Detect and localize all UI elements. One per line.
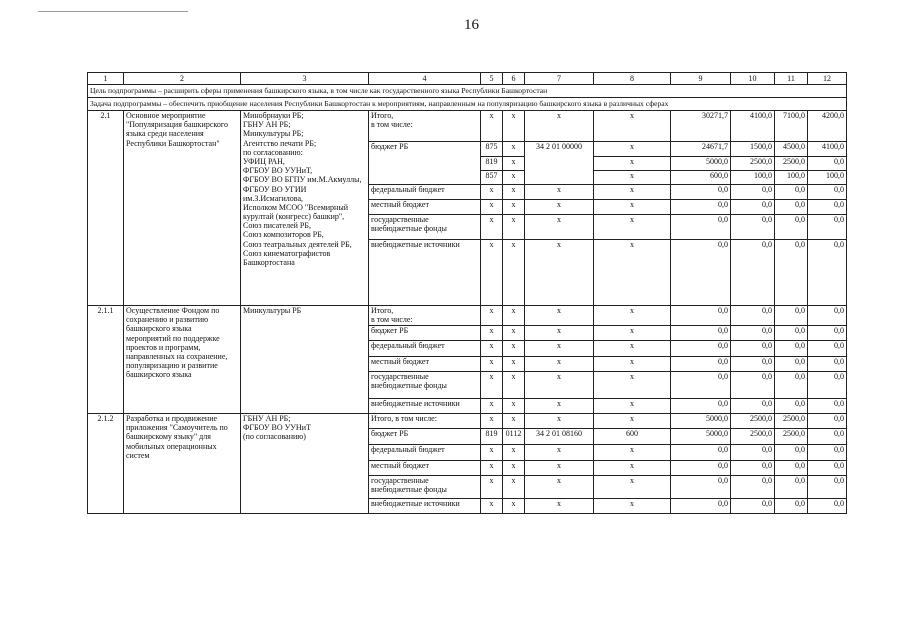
program-task-row <box>88 98 847 111</box>
section-code-cell: x <box>503 306 525 326</box>
expense-type-cell: x <box>594 111 671 142</box>
section-code-cell: x <box>503 445 525 461</box>
column-number-row <box>88 73 847 85</box>
amount-year1-cell: 0,0 <box>731 399 775 414</box>
target-code-cell: x <box>525 185 594 200</box>
column-number-cell: 5 <box>481 73 503 85</box>
amount-year2-cell: 0,0 <box>775 306 808 326</box>
amount-year3-cell: 0,0 <box>808 341 847 357</box>
scan-top-line <box>38 11 188 12</box>
expense-type-cell: x <box>594 372 671 399</box>
expense-type-cell: x <box>594 476 671 499</box>
amount-year2-cell: 7100,0 <box>775 111 808 142</box>
executor-cell: Минкультуры РБ <box>241 306 369 414</box>
target-code-cell: x <box>525 476 594 499</box>
amount-year3-cell: 4200,0 <box>808 111 847 142</box>
section-code-cell: x <box>503 414 525 429</box>
amount-total-cell: 0,0 <box>671 215 731 240</box>
amount-total-cell: 0,0 <box>671 200 731 215</box>
executor-cell: ГБНУ АН РБ; ФГБОУ ВО УУНиТ (по согласованию) <box>241 414 369 514</box>
amount-year1-cell: 100,0 <box>731 171 775 185</box>
amount-total-cell: 0,0 <box>671 372 731 399</box>
amount-year1-cell: 0,0 <box>731 185 775 200</box>
budget-code-cell: x <box>481 306 503 326</box>
target-code-cell: x <box>525 240 594 306</box>
expense-type-cell: x <box>594 326 671 341</box>
amount-year2-cell: 0,0 <box>775 461 808 476</box>
amount-year3-cell: 0,0 <box>808 414 847 429</box>
amount-year1-cell: 0,0 <box>731 372 775 399</box>
expense-type-cell: x <box>594 200 671 215</box>
event-number-cell: 2.1.1 <box>88 306 124 414</box>
program-goal-text: Цель подпрограммы – расширить сферы применения башкирского языка, в том числе как государственного языка Республики Башкортостан <box>88 85 847 98</box>
budget-code-cell: 819 <box>481 429 503 445</box>
expense-type-cell: x <box>594 240 671 306</box>
expense-type-cell: x <box>594 215 671 240</box>
expense-type-cell: x <box>594 185 671 200</box>
amount-year1-cell: 0,0 <box>731 357 775 372</box>
column-number-cell: 6 <box>503 73 525 85</box>
target-code-cell: x <box>525 341 594 357</box>
amount-year1-cell: 1500,0 <box>731 142 775 157</box>
budget-code-cell: x <box>481 240 503 306</box>
section-code-cell: x <box>503 171 525 185</box>
budget-code-cell: 819 <box>481 157 503 171</box>
funding-source-cell: бюджет РБ <box>369 326 481 341</box>
amount-total-cell: 0,0 <box>671 399 731 414</box>
amount-total-cell: 0,0 <box>671 461 731 476</box>
section-code-cell: x <box>503 357 525 372</box>
target-code-cell: x <box>525 414 594 429</box>
program-table <box>87 72 847 514</box>
budget-code-cell: x <box>481 372 503 399</box>
expense-type-cell: x <box>594 157 671 171</box>
amount-year2-cell: 0,0 <box>775 326 808 341</box>
amount-total-cell: 600,0 <box>671 171 731 185</box>
amount-total-cell: 0,0 <box>671 306 731 326</box>
amount-total-cell: 0,0 <box>671 240 731 306</box>
amount-year1-cell: 4100,0 <box>731 111 775 142</box>
amount-year2-cell: 0,0 <box>775 476 808 499</box>
funding-source-cell: Итого, в том числе: <box>369 414 481 429</box>
funding-source-cell: федеральный бюджет <box>369 341 481 357</box>
amount-year1-cell: 2500,0 <box>731 414 775 429</box>
funding-source-cell: федеральный бюджет <box>369 185 481 200</box>
amount-year3-cell: 0,0 <box>808 499 847 514</box>
funding-source-cell: государственные внебюджетные фонды <box>369 372 481 399</box>
amount-year2-cell: 0,0 <box>775 499 808 514</box>
event-number-cell: 2.1 <box>88 111 124 306</box>
program-task-text: Задача подпрограммы – обеспечить приобщение населения Республики Башкортостан к мероприятиям, направленным на популяризацию башкирского языка в различных сферах <box>88 98 847 111</box>
amount-total-cell: 24671,7 <box>671 142 731 157</box>
budget-code-cell: x <box>481 445 503 461</box>
amount-year1-cell: 0,0 <box>731 476 775 499</box>
amount-year3-cell: 0,0 <box>808 240 847 306</box>
amount-year1-cell: 0,0 <box>731 200 775 215</box>
amount-year2-cell: 0,0 <box>775 240 808 306</box>
amount-year2-cell: 0,0 <box>775 215 808 240</box>
section-code-cell: x <box>503 461 525 476</box>
amount-year3-cell: 0,0 <box>808 357 847 372</box>
amount-total-cell: 5000,0 <box>671 157 731 171</box>
amount-year2-cell: 0,0 <box>775 357 808 372</box>
column-number-cell: 3 <box>241 73 369 85</box>
amount-year2-cell: 2500,0 <box>775 157 808 171</box>
expense-type-cell: x <box>594 414 671 429</box>
amount-total-cell: 0,0 <box>671 499 731 514</box>
expense-type-cell: x <box>594 142 671 157</box>
amount-year1-cell: 2500,0 <box>731 429 775 445</box>
amount-year3-cell: 0,0 <box>808 215 847 240</box>
amount-year3-cell: 0,0 <box>808 200 847 215</box>
target-code-cell: x <box>525 215 594 240</box>
budget-code-cell: x <box>481 111 503 142</box>
amount-total-cell: 0,0 <box>671 357 731 372</box>
section-code-cell: x <box>503 499 525 514</box>
amount-total-cell: 5000,0 <box>671 414 731 429</box>
amount-year1-cell: 0,0 <box>731 341 775 357</box>
column-number-cell: 9 <box>671 73 731 85</box>
amount-year3-cell: 0,0 <box>808 429 847 445</box>
target-code-cell: x <box>525 357 594 372</box>
amount-total-cell: 0,0 <box>671 341 731 357</box>
amount-year1-cell: 0,0 <box>731 499 775 514</box>
section-code-cell: x <box>503 240 525 306</box>
funding-source-cell: местный бюджет <box>369 357 481 372</box>
event-number-cell: 2.1.2 <box>88 414 124 514</box>
funding-source-cell: государственные внебюджетные фонды <box>369 476 481 499</box>
section-code-cell: x <box>503 157 525 171</box>
budget-code-cell: x <box>481 326 503 341</box>
section-code-cell: x <box>503 200 525 215</box>
funding-source-cell: Итого, в том числе: <box>369 306 481 326</box>
target-code-cell: x <box>525 326 594 341</box>
event-name-cell: Основное мероприятие "Популяризация башкирского языка среди населения Республики Башкортостан" <box>124 111 241 306</box>
amount-year1-cell: 0,0 <box>731 306 775 326</box>
table-row <box>88 414 847 429</box>
page-number: 16 <box>464 17 479 33</box>
funding-source-cell: внебюджетные источники <box>369 240 481 306</box>
amount-year3-cell: 0,0 <box>808 326 847 341</box>
table-row <box>88 306 847 326</box>
amount-year3-cell: 100,0 <box>808 171 847 185</box>
column-number-cell: 12 <box>808 73 847 85</box>
target-code-cell: x <box>525 372 594 399</box>
expense-type-cell: x <box>594 171 671 185</box>
budget-code-cell: x <box>481 461 503 476</box>
expense-type-cell: x <box>594 399 671 414</box>
amount-year2-cell: 2500,0 <box>775 429 808 445</box>
amount-year1-cell: 0,0 <box>731 240 775 306</box>
target-code-cell: x <box>525 306 594 326</box>
target-code-cell: x <box>525 399 594 414</box>
section-code-cell: x <box>503 372 525 399</box>
target-code-cell: x <box>525 111 594 142</box>
section-code-cell: x <box>503 476 525 499</box>
amount-year1-cell: 0,0 <box>731 326 775 341</box>
target-code-cell: 34 2 01 08160 <box>525 429 594 445</box>
amount-year3-cell: 0,0 <box>808 461 847 476</box>
budget-code-cell: x <box>481 341 503 357</box>
column-number-cell: 4 <box>369 73 481 85</box>
amount-year2-cell: 0,0 <box>775 445 808 461</box>
section-code-cell: x <box>503 111 525 142</box>
amount-total-cell: 30271,7 <box>671 111 731 142</box>
budget-code-cell: x <box>481 200 503 215</box>
funding-source-cell: федеральный бюджет <box>369 445 481 461</box>
section-code-cell: x <box>503 326 525 341</box>
column-number-cell: 1 <box>88 73 124 85</box>
expense-type-cell: x <box>594 445 671 461</box>
amount-total-cell: 0,0 <box>671 326 731 341</box>
amount-total-cell: 0,0 <box>671 185 731 200</box>
funding-source-cell: местный бюджет <box>369 461 481 476</box>
expense-type-cell: x <box>594 341 671 357</box>
amount-year2-cell: 0,0 <box>775 372 808 399</box>
amount-year2-cell: 100,0 <box>775 171 808 185</box>
amount-total-cell: 5000,0 <box>671 429 731 445</box>
table-row <box>88 111 847 142</box>
expense-type-cell: x <box>594 357 671 372</box>
event-name-cell: Осуществление Фондом по сохранению и развитию башкирского языка мероприятий по поддержке проектов и программ, направленных на сохранение, популяризацию и развитие башкирского языка <box>124 306 241 414</box>
budget-code-cell: x <box>481 357 503 372</box>
section-code-cell: 0112 <box>503 429 525 445</box>
column-number-cell: 7 <box>525 73 594 85</box>
target-code-cell: x <box>525 200 594 215</box>
amount-year3-cell: 0,0 <box>808 157 847 171</box>
funding-source-cell: бюджет РБ <box>369 429 481 445</box>
amount-year3-cell: 0,0 <box>808 185 847 200</box>
target-code-cell: x <box>525 499 594 514</box>
funding-source-cell: внебюджетные источники <box>369 499 481 514</box>
budget-code-cell: x <box>481 185 503 200</box>
amount-year1-cell: 2500,0 <box>731 157 775 171</box>
budget-code-cell: 857 <box>481 171 503 185</box>
budget-code-cell: x <box>481 476 503 499</box>
funding-source-cell: бюджет РБ <box>369 142 481 185</box>
target-code-cell: x <box>525 461 594 476</box>
amount-year2-cell: 2500,0 <box>775 414 808 429</box>
column-number-cell: 11 <box>775 73 808 85</box>
amount-year2-cell: 0,0 <box>775 341 808 357</box>
expense-type-cell: 600 <box>594 429 671 445</box>
budget-code-cell: x <box>481 399 503 414</box>
expense-type-cell: x <box>594 461 671 476</box>
column-number-cell: 2 <box>124 73 241 85</box>
amount-total-cell: 0,0 <box>671 445 731 461</box>
amount-total-cell: 0,0 <box>671 476 731 499</box>
event-name-cell: Разработка и продвижение приложения "Самоучитель по башкирскому языку" для мобильных операционных систем <box>124 414 241 514</box>
expense-type-cell: x <box>594 306 671 326</box>
section-code-cell: x <box>503 215 525 240</box>
section-code-cell: x <box>503 399 525 414</box>
amount-year3-cell: 4100,0 <box>808 142 847 157</box>
amount-year1-cell: 0,0 <box>731 445 775 461</box>
column-number-cell: 8 <box>594 73 671 85</box>
amount-year1-cell: 0,0 <box>731 215 775 240</box>
executor-cell: Минобрнауки РБ; ГБНУ АН РБ; Минкультуры РБ; Агентство печати РБ; по согласованию: УФИЦ РАН, ФГБОУ ВО УУНиТ, ФГБОУ ВО БГПУ им.М.Акмуллы, ФГБОУ ВО УГИИ им.З.Исмагилова, Исполком МСОО "Всемирный курултай (конгресс) башкир", Союз писателей РБ, Союз композиторов РБ, Союз театральных деятелей РБ, Союз кинематографистов Башкортостана <box>241 111 369 306</box>
amount-year2-cell: 0,0 <box>775 399 808 414</box>
amount-year3-cell: 0,0 <box>808 372 847 399</box>
funding-source-cell: местный бюджет <box>369 200 481 215</box>
funding-source-cell: внебюджетные источники <box>369 399 481 414</box>
section-code-cell: x <box>503 185 525 200</box>
program-goal-row <box>88 85 847 98</box>
amount-year3-cell: 0,0 <box>808 306 847 326</box>
amount-year2-cell: 0,0 <box>775 185 808 200</box>
column-number-cell: 10 <box>731 73 775 85</box>
amount-year2-cell: 4500,0 <box>775 142 808 157</box>
target-code-cell: 34 2 01 00000 <box>525 142 594 185</box>
section-code-cell: x <box>503 341 525 357</box>
budget-code-cell: x <box>481 414 503 429</box>
budget-code-cell: x <box>481 499 503 514</box>
amount-year3-cell: 0,0 <box>808 399 847 414</box>
expense-type-cell: x <box>594 499 671 514</box>
amount-year3-cell: 0,0 <box>808 476 847 499</box>
budget-code-cell: 875 <box>481 142 503 157</box>
budget-code-cell: x <box>481 215 503 240</box>
amount-year3-cell: 0,0 <box>808 445 847 461</box>
amount-year2-cell: 0,0 <box>775 200 808 215</box>
amount-year1-cell: 0,0 <box>731 461 775 476</box>
funding-source-cell: государственные внебюджетные фонды <box>369 215 481 240</box>
target-code-cell: x <box>525 445 594 461</box>
funding-source-cell: Итого, в том числе: <box>369 111 481 142</box>
section-code-cell: x <box>503 142 525 157</box>
